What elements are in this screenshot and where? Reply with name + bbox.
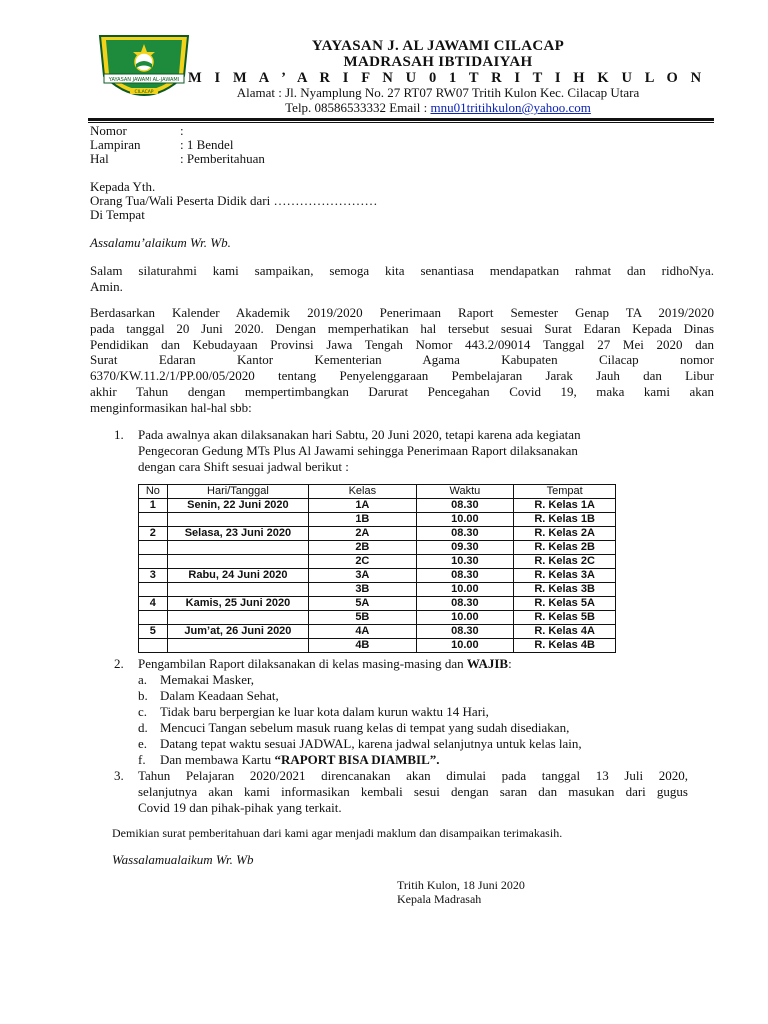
col-header-day: Hari/Tanggal <box>167 485 308 499</box>
item1-text <box>138 427 688 474</box>
cell-day: Selasa, 23 Juni 2020 <box>167 527 308 541</box>
logo-bottom-text: CILACAP <box>134 90 154 95</box>
cell-day <box>167 611 308 625</box>
cell-waktu: 10.00 <box>416 639 514 653</box>
table-row <box>139 555 616 569</box>
body-line: Pendidikan dan Kebudayaan Provinsi Jawa Tengah Nomor 443.2/09014 Tanggal 27 Mei 2020 dan <box>90 336 714 352</box>
cell-kelas: 2C <box>309 555 416 569</box>
item2-text <box>138 656 512 671</box>
cell-waktu: 08.30 <box>416 569 514 583</box>
contact-prefix: Telp. 08586533332 Email : <box>285 100 431 115</box>
item2-number: 2. <box>114 656 124 671</box>
cell-day <box>167 639 308 653</box>
cell-no <box>139 513 168 527</box>
cell-kelas: 3A <box>309 569 416 583</box>
cell-kelas: 5A <box>309 597 416 611</box>
cell-no <box>139 611 168 625</box>
cell-tempat: R. Kelas 1B <box>514 513 616 527</box>
cell-no: 4 <box>139 597 168 611</box>
cell-no: 5 <box>139 625 168 639</box>
header-rule-thick <box>88 118 714 121</box>
meta-label-nomor: Nomor <box>90 123 127 138</box>
cell-kelas: 1B <box>309 513 416 527</box>
cell-day <box>167 583 308 597</box>
subitem-text: Mencuci Tangan sebelum masuk ruang kelas di tempat yang sudah disediakan, <box>160 720 570 735</box>
greeting: Assalamu’alaikum Wr. Wb. <box>90 235 231 250</box>
intro-line: Salam silaturahmi kami sampaikan, semoga kita senantiasa mendapatkan rahmat dan ridhoNya. <box>90 263 714 278</box>
table-header-row <box>139 485 616 499</box>
cell-tempat: R. Kelas 2A <box>514 527 616 541</box>
cell-no: 2 <box>139 527 168 541</box>
cell-waktu: 08.30 <box>416 527 514 541</box>
cell-waktu: 08.30 <box>416 625 514 639</box>
cell-tempat: R. Kelas 4A <box>514 625 616 639</box>
body-line: pada tanggal 20 Juni 2020. Dengan memperhatikan hal tersebut sesuai Surat Edaran Kepada Dinas <box>90 320 714 336</box>
body-line: 6370/KW.11.2/1/PP.00/05/2020 tentang Penyelenggaraan Pembelajaran Jarak Jauh dan Libur <box>90 368 714 384</box>
subitem-letter: c. <box>138 704 148 719</box>
subitem-f-text: Dan membawa Kartu <box>160 752 275 767</box>
cell-waktu: 08.30 <box>416 499 514 513</box>
cell-day: Jum’at, 26 Juni 2020 <box>167 625 308 639</box>
school-contact <box>188 100 688 116</box>
cell-no <box>139 583 168 597</box>
item2-text-main: Pengambilan Raport dilaksanakan di kelas masing-masing dan <box>138 656 467 671</box>
body-line: akhir Tahun dengan mempertimbangkan Darurat Pencegahan Covid 19, maka kami akan <box>90 383 714 399</box>
table-row <box>139 513 616 527</box>
cell-kelas: 2A <box>309 527 416 541</box>
recipient-line1: Kepada Yth. <box>90 179 156 194</box>
school-address: Alamat : Jl. Nyamplung No. 27 RT07 RW07 Tritih Kulon Kec. Cilacap Utara <box>236 85 640 100</box>
cell-waktu: 10.00 <box>416 583 514 597</box>
table-row <box>139 625 616 639</box>
cell-kelas: 3B <box>309 583 416 597</box>
cell-tempat: R. Kelas 1A <box>514 499 616 513</box>
cell-tempat: R. Kelas 2B <box>514 541 616 555</box>
subitem-f-bold: “RAPORT BISA DIAMBIL” <box>274 752 437 767</box>
subitem-letter: a. <box>138 672 148 687</box>
cell-day: Kamis, 25 Juni 2020 <box>167 597 308 611</box>
body-paragraph <box>90 305 714 416</box>
table-row <box>139 583 616 597</box>
subitem-text: Memakai Masker, <box>160 672 255 687</box>
cell-tempat: R. Kelas 5B <box>514 611 616 625</box>
meta-value-lampiran: : 1 Bendel <box>180 137 234 152</box>
cell-kelas: 1A <box>309 499 416 513</box>
cell-day <box>167 541 308 555</box>
table-row <box>139 499 616 513</box>
cell-waktu: 09.30 <box>416 541 514 555</box>
item1-line: Pengecoran Gedung MTs Plus Al Jawami sehingga Penerimaan Raport dilaksanakan <box>138 443 578 458</box>
cell-no: 1 <box>139 499 168 513</box>
cell-no <box>139 541 168 555</box>
table-body <box>139 499 616 653</box>
cell-kelas: 5B <box>309 611 416 625</box>
cell-waktu: 08.30 <box>416 597 514 611</box>
signature-place-date: Tritih Kulon, 18 Juni 2020 <box>397 878 525 892</box>
cell-tempat: R. Kelas 4B <box>514 639 616 653</box>
subitem-text-f <box>160 752 440 767</box>
salam-closing: Wassalamualaikum Wr. Wb <box>112 852 254 867</box>
logo-banner-text: YAYASAN JAWAMI AL-JAWAMI <box>108 77 180 83</box>
email-link[interactable]: mnu01tritihkulon@yahoo.com <box>430 100 591 115</box>
subitem-text: Datang tepat waktu sesuai JADWAL, karena jadwal selanjutnya untuk kelas lain, <box>160 736 582 751</box>
subitem-letter: d. <box>138 720 148 735</box>
foundation-name: YAYASAN J. AL JAWAMI CILACAP <box>311 38 565 54</box>
school-name: M I M A ’ A R I F N U 0 1 T R I T I H K U L O N <box>188 70 706 86</box>
closing-sentence: Demikian surat pemberitahuan dari kami agar menjadi maklum dan disampaikan terimakasih. <box>112 826 563 840</box>
item1-line: dengan cara Shift sesuai jadwal berikut : <box>138 459 349 474</box>
cell-tempat: R. Kelas 5A <box>514 597 616 611</box>
item3-line: Tahun Pelajaran 2020/2021 direncanakan akan dimulai pada tanggal 13 Juli 2020, <box>138 768 688 783</box>
cell-day <box>167 513 308 527</box>
cell-kelas: 2B <box>309 541 416 555</box>
cell-no: 3 <box>139 569 168 583</box>
cell-tempat: R. Kelas 3A <box>514 569 616 583</box>
intro-line: Amin. <box>90 278 123 294</box>
col-header-waktu: Waktu <box>416 485 514 499</box>
item3-text <box>138 768 688 816</box>
recipient-line3: Di Tempat <box>90 207 145 222</box>
item2-suffix: : <box>508 656 512 671</box>
cell-waktu: 10.00 <box>416 513 514 527</box>
subitem-f-end: . <box>436 752 440 767</box>
cell-kelas: 4A <box>309 625 416 639</box>
cell-waktu: 10.30 <box>416 555 514 569</box>
meta-value-nomor: : <box>180 123 184 138</box>
body-line: menginformasikan hal-hal sbb: <box>90 399 252 415</box>
meta-label-hal: Hal <box>90 151 109 166</box>
item1-line: Pada awalnya akan dilaksanakan hari Sabtu, 20 Juni 2020, tetapi karena ada kegiatan <box>138 427 581 442</box>
intro-paragraph <box>90 263 714 295</box>
cell-kelas: 4B <box>309 639 416 653</box>
cell-waktu: 10.00 <box>416 611 514 625</box>
cell-day: Rabu, 24 Juni 2020 <box>167 569 308 583</box>
cell-day <box>167 555 308 569</box>
col-header-tempat: Tempat <box>514 485 616 499</box>
body-line: Surat Edaran Kantor Kementerian Agama Kabupaten Cilacap nomor <box>90 352 714 368</box>
item3-line: selanjutnya akan kami informasikan kembali sesui dengan saran dan masukan dari gugus <box>138 784 688 799</box>
school-type: MADRASAH IBTIDAIYAH <box>343 54 533 70</box>
schedule-table <box>138 484 616 653</box>
table-row <box>139 639 616 653</box>
subitem-text: Dalam Keadaan Sehat, <box>160 688 279 703</box>
cell-no <box>139 555 168 569</box>
signature-title: Kepala Madrasah <box>397 892 482 906</box>
table-row <box>139 611 616 625</box>
meta-label-lampiran: Lampiran <box>90 137 141 152</box>
item1-number: 1. <box>114 427 124 442</box>
item3-number: 3. <box>114 768 124 783</box>
item3-line: Covid 19 dan pihak-pihak yang terkait. <box>138 800 342 815</box>
table-row <box>139 597 616 611</box>
subitem-text: Tidak baru berpergian ke luar kota dalam kurun waktu 14 Hari, <box>160 704 489 719</box>
recipient-line2: Orang Tua/Wali Peserta Didik dari …………………… <box>90 193 378 208</box>
item2-bold: WAJIB <box>466 656 509 671</box>
table-row <box>139 569 616 583</box>
table-row <box>139 541 616 555</box>
cell-tempat: R. Kelas 2C <box>514 555 616 569</box>
cell-day: Senin, 22 Juni 2020 <box>167 499 308 513</box>
school-logo <box>96 30 192 116</box>
cell-no <box>139 639 168 653</box>
cell-tempat: R. Kelas 3B <box>514 583 616 597</box>
col-header-no: No <box>139 485 168 499</box>
meta-value-hal: : Pemberitahuan <box>180 151 265 166</box>
subitem-letter: b. <box>138 688 148 703</box>
body-line: Berdasarkan Kalender Akademik 2019/2020 Penerimaan Raport Semester Genap TA 2019/2020 <box>90 305 714 320</box>
col-header-kelas: Kelas <box>309 485 416 499</box>
subitem-letter: e. <box>138 736 148 751</box>
table-row <box>139 527 616 541</box>
subitem-letter: f. <box>138 752 146 767</box>
